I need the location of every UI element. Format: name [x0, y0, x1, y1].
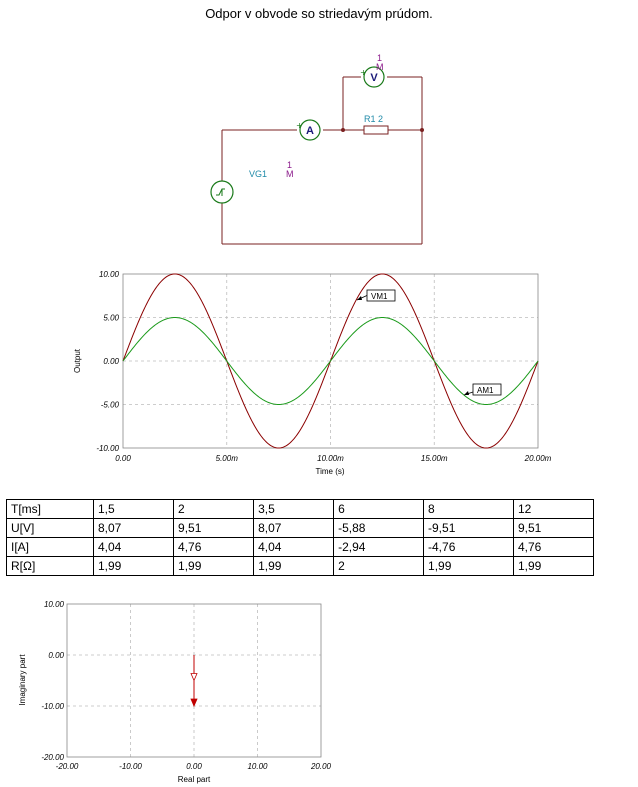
table-cell: 6: [334, 500, 424, 519]
table-cell: 8,07: [254, 519, 334, 538]
svg-text:+: +: [296, 121, 303, 130]
phasor-y-tick-label: 10.00: [43, 600, 64, 609]
phasor-x-tick-label: 20.00: [310, 762, 332, 771]
table-cell: 9,51: [174, 519, 254, 538]
phasor-y-axis-label: Imaginary part: [18, 654, 27, 706]
table-cell: -2,94: [334, 538, 424, 557]
legend-am1-label: AM1: [477, 386, 494, 395]
waveform-y-tick-label: 0.00: [103, 357, 119, 366]
phasor-x-tick-label: -20.00: [55, 762, 79, 771]
source-marker-number: 1: [287, 160, 293, 170]
table-cell: 1,99: [513, 557, 593, 576]
table-cell: -4,76: [424, 538, 514, 557]
table-cell: 2: [334, 557, 424, 576]
phasor-x-tick-label: 0.00: [186, 762, 202, 771]
page-title: Odpor v obvode so striedavým prúdom.: [205, 6, 433, 21]
ammeter-symbol: A: [306, 125, 314, 137]
table-cell: 8: [424, 500, 514, 519]
waveform-x-tick-label: 0.00: [115, 454, 131, 463]
table-cell: 2: [174, 500, 254, 519]
table-cell: 1,99: [94, 557, 174, 576]
table-row-header: R[Ω]: [7, 557, 94, 576]
waveform-x-axis-label: Time (s): [315, 467, 345, 476]
table-row-header: T[ms]: [7, 500, 94, 519]
legend-vm1-label: VM1: [371, 292, 388, 301]
table-cell: 8,07: [94, 519, 174, 538]
waveform-y-tick-label: 10.00: [98, 270, 119, 279]
voltmeter-marker-number: 1: [377, 53, 383, 63]
waveform-y-tick-label: -5.00: [100, 400, 119, 410]
phasor-x-tick-label: 10.00: [247, 762, 268, 771]
table-cell: -9,51: [424, 519, 514, 538]
phasor-arrowhead: [191, 674, 197, 681]
phasor-x-tick-label: -10.00: [119, 762, 142, 771]
table-cell: 4,76: [174, 538, 254, 557]
table-cell: 1,5: [94, 500, 174, 519]
table-cell: 4,04: [254, 538, 334, 557]
table-cell: 4,04: [94, 538, 174, 557]
table-row-header: I[A]: [7, 538, 94, 557]
phasor-y-tick-label: -20.00: [41, 753, 64, 762]
source-label: VG1: [249, 169, 268, 179]
source-marker-symbol: M: [286, 169, 294, 179]
table-cell: 4,76: [513, 538, 593, 557]
table-cell: -5,88: [334, 519, 424, 538]
waveform-y-axis-label: Output: [73, 348, 82, 374]
waveform-x-tick-label: 5.00m: [215, 454, 238, 463]
waveform-y-tick-label: 5.00: [103, 313, 119, 323]
table-cell: 1,99: [424, 557, 514, 576]
table-row-header: U[V]: [7, 519, 94, 538]
voltmeter-marker-symbol: M: [376, 62, 384, 72]
table-cell: 1,99: [254, 557, 334, 576]
waveform-x-tick-label: 15.00m: [420, 454, 448, 463]
table-cell: 1,99: [174, 557, 254, 576]
voltmeter-symbol: V: [370, 72, 378, 84]
phasor-y-tick-label: 0.00: [48, 651, 64, 660]
phasor-y-tick-label: -10.00: [41, 702, 64, 711]
waveform-x-tick-label: 10.00m: [317, 454, 344, 463]
waveform-y-tick-label: -10.00: [96, 444, 119, 453]
table-cell: 12: [513, 500, 593, 519]
phasor-arrowhead: [191, 699, 197, 706]
phasor-x-axis-label: Real part: [177, 775, 211, 784]
waveform-x-tick-label: 20.00m: [524, 454, 552, 463]
svg-text:+: +: [360, 68, 367, 77]
table-cell: 3,5: [254, 500, 334, 519]
table-cell: 9,51: [513, 519, 593, 538]
resistor-label: R1 2: [364, 114, 384, 124]
